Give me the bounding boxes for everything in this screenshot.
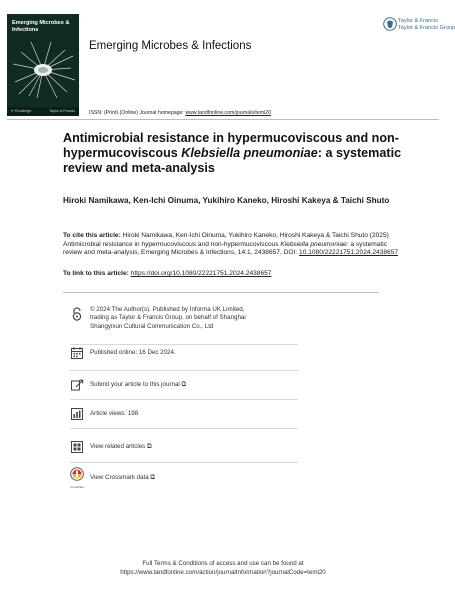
info-row-divider: [70, 462, 298, 463]
citation-text-part1: Hiroki Namikawa, Ken-Ichi Oinuma, Yukihiro Kaneko, Hiroshi Kakeya & Taichi Shuto (2025) Antimicrobial resistance in hypermucoviscous and non-hypermucoviscous: [63, 232, 389, 248]
header-divider: [7, 119, 439, 120]
terms-footer: [0, 560, 446, 577]
crossmark-badge-label: CrossMark: [70, 485, 84, 489]
cover-publisher-label: Taylor & Francis: [49, 109, 75, 113]
crossmark-link[interactable]: [90, 474, 250, 482]
article-doi-link[interactable]: https://doi.org/10.1080/22221751.2024.2438657: [130, 270, 272, 277]
crossmark-badge[interactable]: [69, 467, 85, 487]
article-views: Article views: 198: [90, 410, 139, 417]
journal-cover: [7, 14, 79, 116]
bar-chart-icon: [70, 407, 84, 421]
publisher-logo-text: [398, 18, 455, 31]
publisher-logo[interactable]: [383, 14, 455, 40]
license-text: © 2024 The Author(s). Published by Informa UK Limited, trading as Taylor & Francis Group, on behalf of Shanghai Shangyixun Cultural Communication Co., Ltd: [90, 306, 246, 330]
publisher-logo-icon: [383, 17, 397, 31]
external-link-icon: ⧉: [147, 443, 152, 450]
journal-name[interactable]: Emerging Microbes & Infections: [89, 40, 252, 52]
article-title-part2: : a systematic review and meta-analysis: [63, 146, 402, 176]
article-link-label: To link to this article:: [63, 270, 131, 277]
related-articles-label: View related articles: [90, 443, 146, 450]
submit-article-link[interactable]: [90, 381, 250, 389]
publisher-group: Taylor & Francis Group: [398, 24, 455, 31]
terms-footer-line1: Full Terms & Conditions of access and use can be found at: [142, 560, 304, 567]
calendar-icon: [70, 346, 84, 360]
journal-homepage-link[interactable]: www.tandfonline.com/journals/temi20: [185, 110, 271, 116]
related-articles-link[interactable]: [90, 443, 250, 451]
citation-text-part2: : a systematic review and meta-analysis, Emerging Microbes & Infections, 14:1, 2438657, DOI:: [63, 240, 387, 257]
cover-illustration: [7, 38, 79, 102]
citation-species: Klebsiella pneumoniae: [280, 240, 347, 248]
terms-footer-link[interactable]: https://www.tandfonline.com/action/journalInformation?journalCode=temi20: [120, 568, 326, 576]
cover-footer-band: [7, 107, 79, 116]
citation-label: To cite this article:: [63, 232, 121, 239]
article-link-line: [63, 270, 405, 277]
article-title-species: Klebsiella pneumoniae: [181, 146, 318, 161]
cover-title: Emerging Microbes & Infections: [12, 20, 70, 33]
citation-block: [63, 232, 405, 258]
crossmark-label: View Crossmark data: [90, 474, 149, 481]
article-title: [63, 131, 403, 177]
citation-divider: [63, 292, 379, 293]
info-row-divider: [70, 399, 298, 400]
crossmark-icon: [69, 467, 85, 481]
published-date: Published online: 16 Dec 2024.: [90, 349, 176, 356]
submit-article-label: Submit your article to this journal: [90, 381, 180, 388]
info-row-divider: [70, 428, 298, 429]
submit-article-icon: [70, 378, 84, 392]
article-authors: Hiroki Namikawa, Ken-Ichi Oinuma, Yukihiro Kaneko, Hiroshi Kakeya & Taichi Shuto: [63, 196, 390, 205]
info-row-divider: [70, 344, 298, 345]
issn-prefix: ISSN: (Print) (Online) Journal homepage:: [89, 110, 186, 116]
article-title-part1: Antimicrobial resistance in hypermucoviscous and non-hypermucoviscous: [63, 131, 399, 161]
open-access-icon: [70, 307, 84, 321]
related-articles-icon: [70, 440, 84, 454]
external-link-icon: ⧉: [181, 381, 187, 388]
publisher-name: Taylor & Francis: [398, 18, 439, 24]
citation-doi-link[interactable]: 10.1080/22221751.2024.2438657: [299, 249, 399, 257]
issn-line: [89, 110, 271, 116]
cover-routledge-label: ✒ Routledge: [11, 109, 32, 113]
external-link-icon: ⧉: [150, 474, 156, 481]
info-row-divider: [70, 370, 298, 371]
